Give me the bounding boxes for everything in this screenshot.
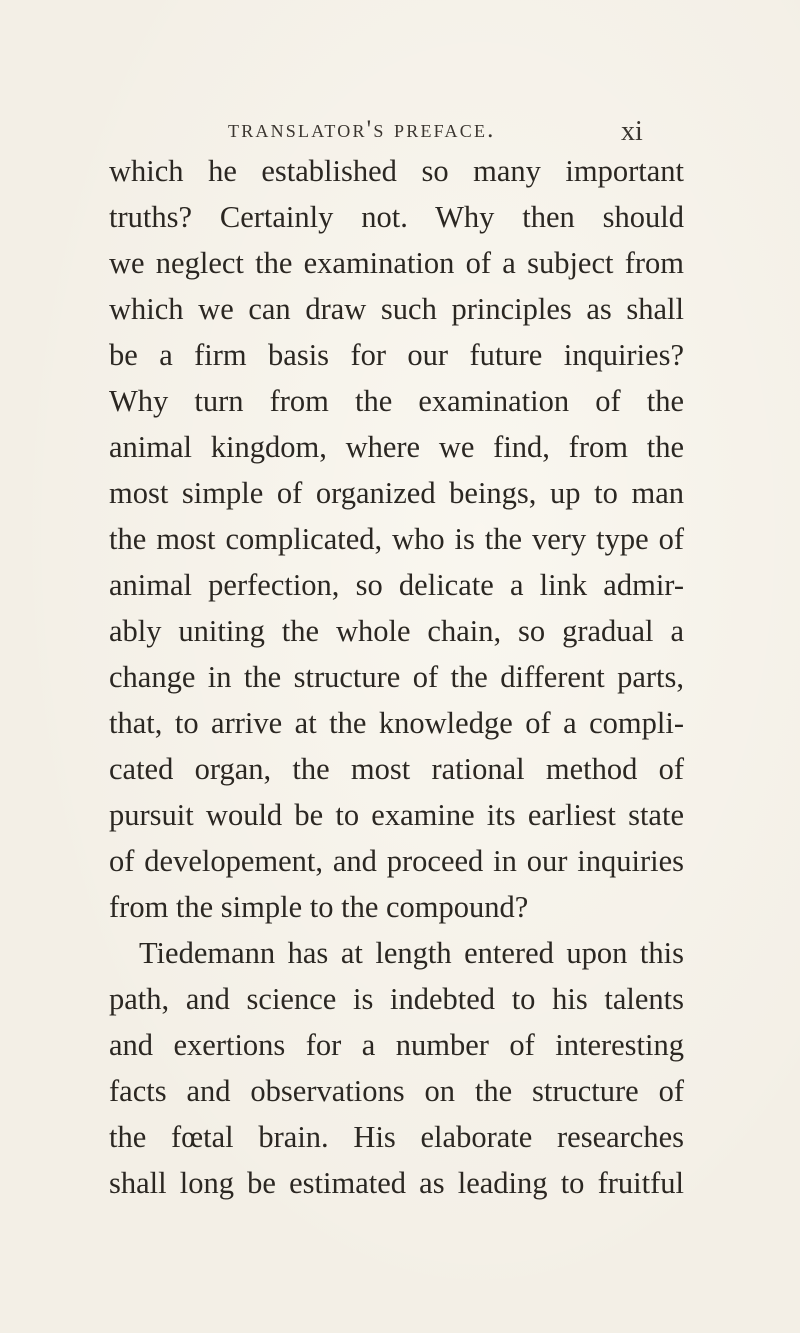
text-line: truths? Certainly not. Why then should bbox=[109, 200, 684, 234]
text-line: change in the structure of the different parts, bbox=[109, 660, 684, 694]
paragraph-2 bbox=[109, 930, 684, 1206]
text-line: pursuit would be to examine its earliest state bbox=[109, 798, 684, 832]
text-line: be a firm basis for our future inquiries? bbox=[109, 338, 684, 372]
text-line: and exertions for a number of interesting bbox=[109, 1028, 684, 1062]
text-line: which we can draw such principles as shall bbox=[109, 292, 684, 326]
text-line: from the simple to the compound? bbox=[109, 890, 529, 924]
text-line: Why turn from the examination of the bbox=[109, 384, 684, 418]
text-line: facts and observations on the structure of bbox=[109, 1074, 684, 1108]
text-line: path, and science is indebted to his talents bbox=[109, 982, 684, 1016]
text-line: the fœtal brain. His elaborate researches bbox=[109, 1120, 684, 1154]
text-line: we neglect the examination of a subject from bbox=[109, 246, 684, 280]
text-line: Tiedemann has at length entered upon this bbox=[139, 936, 684, 970]
running-title: translator's preface. bbox=[228, 116, 496, 143]
text-line: of developement, and proceed in our inquiries bbox=[109, 844, 684, 878]
text-line: animal kingdom, where we find, from the bbox=[109, 430, 684, 464]
text-line: ably uniting the whole chain, so gradual a bbox=[109, 614, 684, 648]
text-line: shall long be estimated as leading to fruitful bbox=[109, 1166, 684, 1200]
text-line: the most complicated, who is the very type of bbox=[109, 522, 684, 556]
text-line: cated organ, the most rational method of bbox=[109, 752, 684, 786]
body-text bbox=[109, 148, 684, 1206]
text-line: animal perfection, so delicate a link admir- bbox=[109, 568, 684, 602]
paragraph-1 bbox=[109, 148, 684, 930]
text-line: most simple of organized beings, up to man bbox=[109, 476, 684, 510]
text-line: which he established so many important bbox=[109, 154, 684, 188]
text-line: that, to arrive at the knowledge of a compli- bbox=[109, 706, 684, 740]
page-number: xi bbox=[621, 116, 643, 147]
